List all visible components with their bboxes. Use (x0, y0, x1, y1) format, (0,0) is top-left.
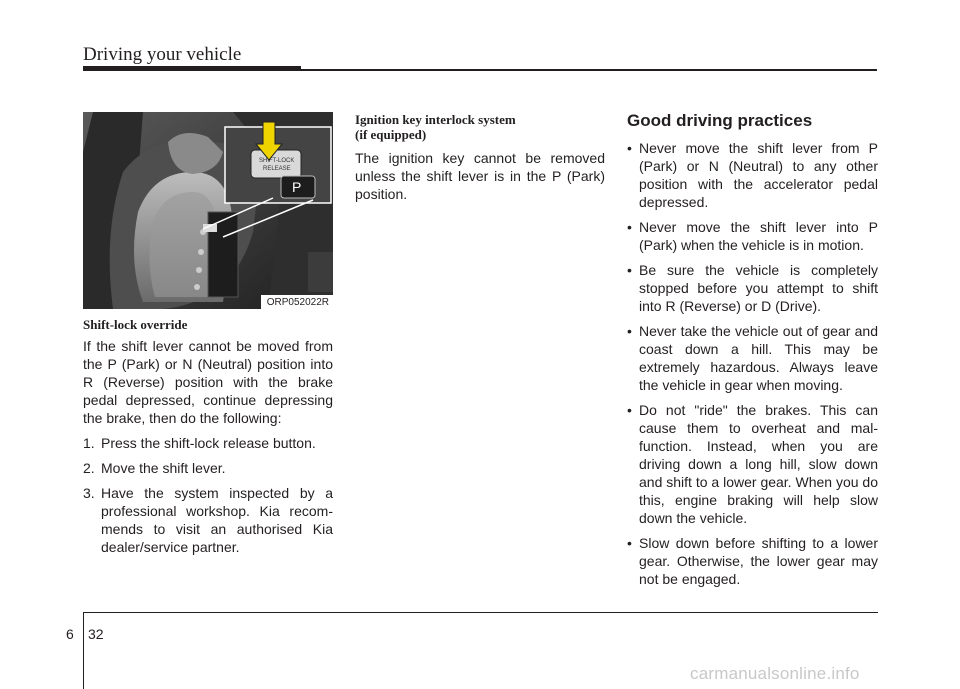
shift-lever-illustration (83, 112, 333, 309)
list-item (83, 459, 333, 477)
header-rule-thin (301, 69, 877, 71)
release-button-text-2: RELEASE (263, 166, 291, 172)
list-item (83, 434, 333, 452)
column-left (83, 112, 333, 556)
bullet-icon: • (627, 219, 632, 235)
list-item (627, 261, 878, 315)
bullet-icon: • (627, 535, 632, 551)
bullet-icon: • (627, 402, 632, 418)
list-item (627, 534, 878, 588)
footer-divider (83, 612, 84, 689)
figure-code: ORP052022R (261, 295, 333, 309)
column-right (627, 110, 878, 588)
interlock-text: The ignition key cannot be removed unless the shift lever is in the P (Park) position. (355, 150, 605, 202)
bullet-text: Never move the shift lever from P (Park) or N (Neutral) to any other position with the accelerator pedal depressed. (639, 140, 878, 210)
step-text: Have the system inspected by a professional workshop. Kia recommends to visit an authorised Kia dealer/service partner. (101, 485, 333, 555)
shift-lock-steps (83, 434, 333, 556)
step-number: 1. (83, 435, 95, 451)
interlock-heading-line2: (if equipped) (355, 127, 427, 142)
bullet-text: Be sure the vehicle is completely stopped before you attempt to shift into R (Reverse) or D (Drive). (639, 262, 878, 314)
step-text: Move the shift lever. (101, 460, 226, 476)
interlock-heading (355, 112, 605, 142)
bullet-text: Never move the shift lever into P (Park) when the vehicle is in motion. (639, 219, 878, 253)
list-item (627, 322, 878, 394)
shift-lever-figure (83, 112, 333, 309)
step-number: 3. (83, 485, 95, 501)
footer-rule (83, 612, 878, 613)
interlock-heading-line1: Ignition key interlock system (355, 112, 516, 127)
good-driving-heading: Good driving practices (627, 111, 813, 130)
column-middle (355, 112, 605, 203)
bullet-icon: • (627, 140, 632, 156)
list-item (627, 218, 878, 254)
shift-lock-intro: If the shift lever cannot be moved from the P (Park) or N (Neutral) position into R (Reverse) position with the brake pedal depressed, continue depressing the brake, then do the following: (83, 338, 333, 426)
chapter-number: 6 (66, 626, 74, 642)
header-rule (83, 66, 301, 71)
bullet-icon: • (627, 323, 632, 339)
bullet-icon: • (627, 262, 632, 278)
bullet-text: Never take the vehicle out of gear and coast down a hill. This may be extremely hazardous. Always leave the vehicle in gear when moving. (639, 323, 878, 393)
list-item (627, 401, 878, 527)
shift-lock-heading: Shift-lock override (83, 317, 188, 332)
good-driving-list (627, 139, 878, 588)
watermark: carmanualsonline.info (690, 664, 860, 683)
bullet-text: Do not "ride" the brakes. This can cause them to overheat and malfunction. Instead, when you are driving down a long hill, slow down and shift to a lower gear. When you do this, engine braking will help slow down the vehicle. (639, 402, 878, 526)
list-item (83, 484, 333, 556)
step-number: 2. (83, 460, 95, 476)
page-number: 32 (88, 626, 104, 642)
list-item (627, 139, 878, 211)
bullet-text: Slow down before shifting to a lower gear. Otherwise, the lower gear may not be engaged. (639, 535, 878, 587)
page-header-title: Driving your vehicle (83, 44, 242, 65)
gear-p-label: P (292, 179, 302, 195)
release-button-text-1: SHIFT-LOCK (259, 158, 295, 164)
step-text: Press the shift-lock release button. (101, 435, 316, 451)
